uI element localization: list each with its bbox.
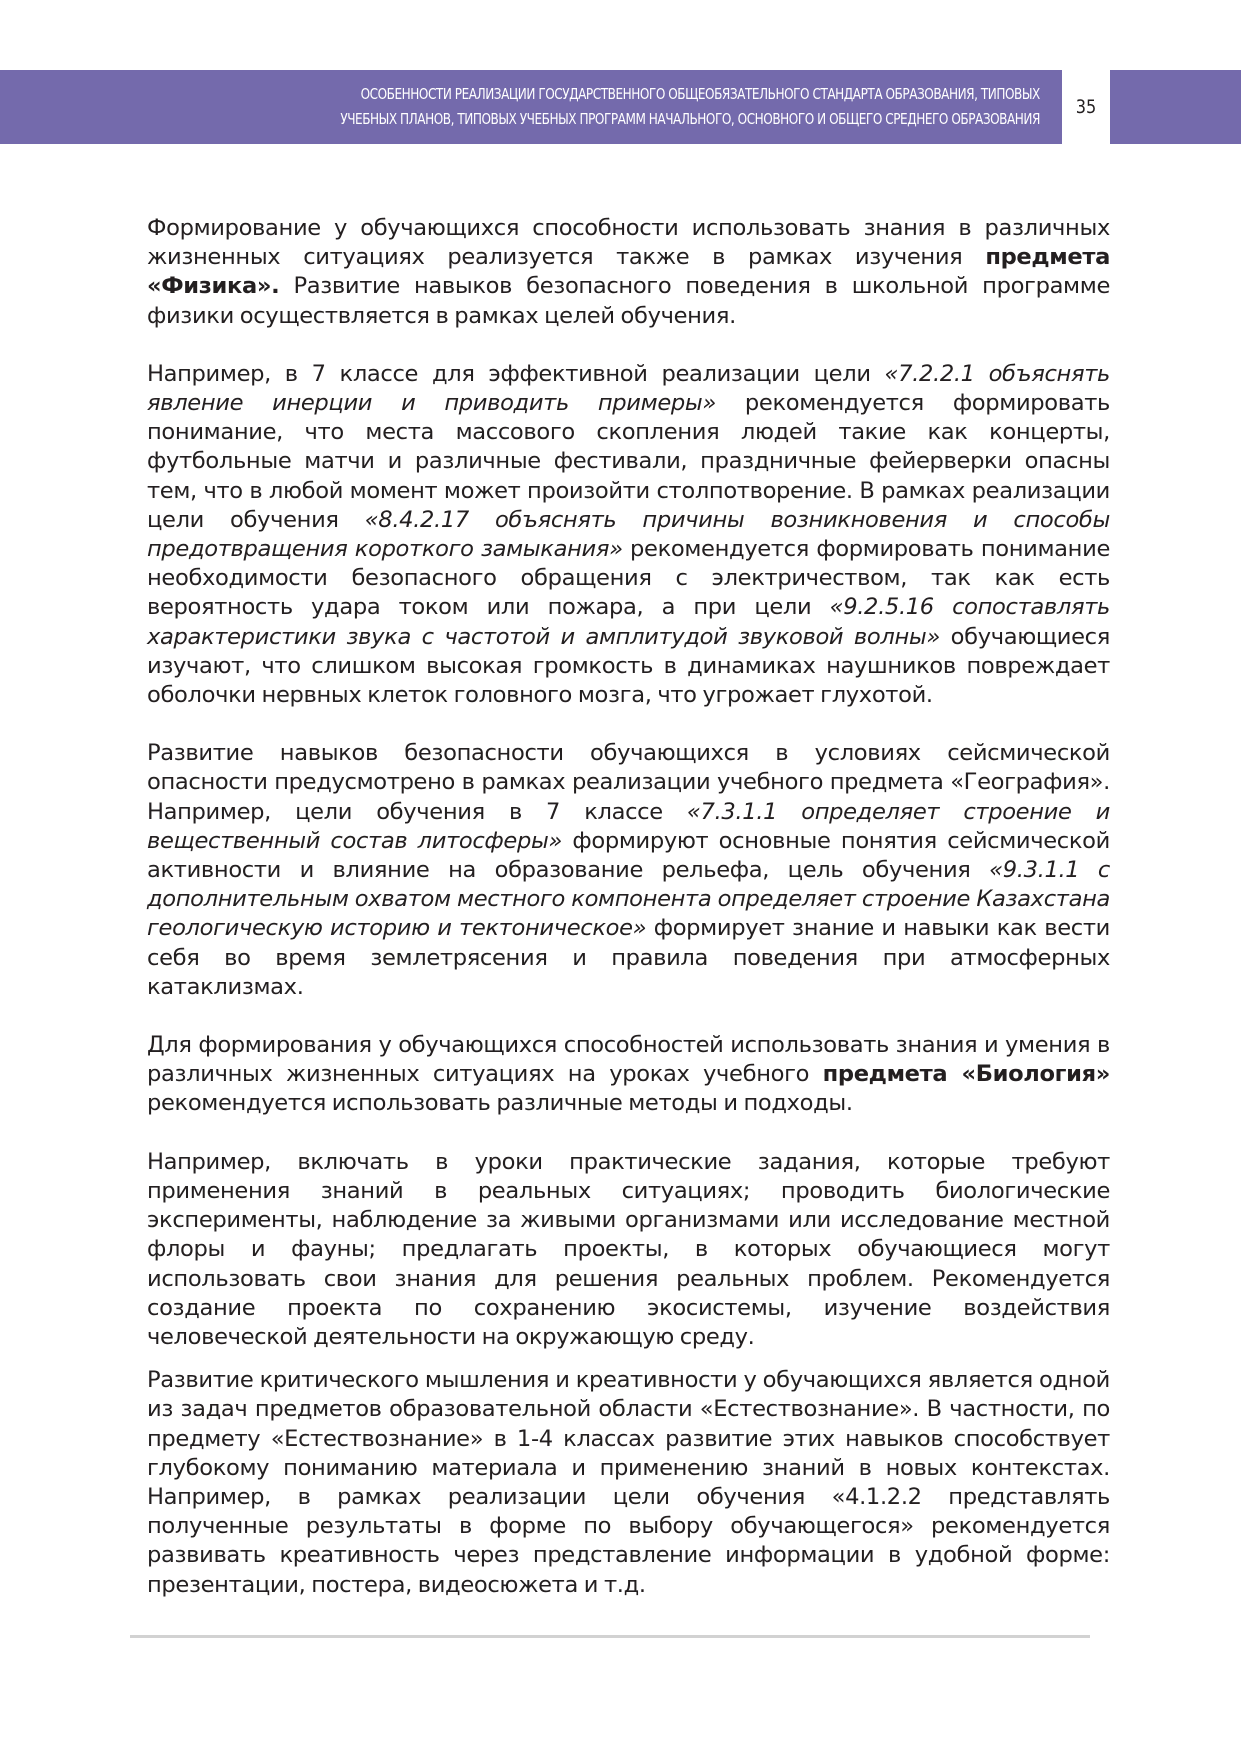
- text-segment: Развитие навыков безопасности обучающихся в условиях сейсмической опасности предусмотрено в рамках реализации учебного предмета «География». Например, цели обучения в 7 классе: [147, 740, 1110, 825]
- text-segment: Для формирования у обучающихся способностей использовать знания и умения в различных жизненных ситуациях на уроках учебного: [147, 1032, 1110, 1088]
- text-segment: Развитие навыков безопасного поведения в школьной программе физики осуществляется в рамках целей обучения.: [147, 273, 1110, 329]
- learning-objective: «9.2.5.16 сопоставлять характеристики звука с частотой и амплитудой звуковой волны»: [147, 594, 1110, 650]
- learning-objective: «7.3.1.1 определяет строение и вещественный состав литосферы»: [147, 798, 1110, 854]
- header-title-line-1: ОСОБЕННОСТИ РЕАЛИЗАЦИИ ГОСУДАРСТВЕННОГО ОБЩЕОБЯЗАТЕЛЬНОГО СТАНДАРТА ОБРАЗОВАНИЯ, ТИПОВЫХ: [360, 85, 1040, 103]
- running-header: [0, 70, 1062, 144]
- text-segment: Развитие критического мышления и креативности у обучающихся является одной из задач предметов образовательной области «Естествознание». В частности, по предмету «Естествознание» в 1-4 классах развитие этих навыков способствует глубокому пониманию материала и применению знаний в новых контекстах. Например, в рамках реализации цели обучения «4.1.2.2 представлять полученные результаты в форме по выбору обучающегося» рекомендуется развивать креативность через представление информации в удобной форме: презентации, постера, видеосюжета и т.д.: [147, 1367, 1110, 1598]
- text-segment: формируют основные понятия сейсмической активности и влияние на образование рельефа, цель обучения: [147, 827, 1110, 884]
- text-segment: обучающиеся изучают, что слишком высокая громкость в динамиках наушников повреждает оболочки нервных клеток головного мозга, что угрожает глухотой.: [147, 623, 1111, 709]
- paragraph-biology-examples: [147, 1148, 1110, 1352]
- paragraph-natural-science: [147, 1366, 1110, 1600]
- paragraph-physics-intro: [147, 214, 1110, 331]
- subject-name-biology: предмета «Биология»: [822, 1061, 1110, 1088]
- subject-name-physics: предмета «Физика».: [147, 244, 1110, 300]
- paragraph-physics-examples: [147, 360, 1110, 710]
- learning-objective: «7.2.2.1 объяснять явление инерции и приводить примеры»: [147, 360, 1110, 417]
- text-segment: рекомендуется формировать понимание необходимости безопасного обращения с электричеством, так как есть вероятность удара током или пожара, а при цели: [147, 536, 1110, 621]
- text-segment: рекомендуется формировать понимание, что места массового скопления людей такие как концерты, футбольные матчи и различные фестивали, праздничные фейерверки опасны тем, что в любой момент может произойти столпотворение. В рамках реализации цели обучения: [147, 390, 1110, 533]
- header-accent-tab: [1110, 70, 1241, 144]
- learning-objective: «8.4.2.17 объяснять причины возникновения и способы предотвращения короткого замыкания»: [147, 506, 1110, 563]
- learning-objective: «9.3.1.1 с дополнительным охватом местного компонента определяет строение Казахстана геологическую историю и тектоническое»: [147, 857, 1110, 942]
- text-segment: Например, в 7 классе для эффективной реализации цели: [147, 360, 885, 387]
- page-number: 35: [1075, 96, 1097, 118]
- header-title-line-2: УЧЕБНЫХ ПЛАНОВ, ТИПОВЫХ УЧЕБНЫХ ПРОГРАММ НАЧАЛЬНОГО, ОСНОВНОГО И ОБЩЕГО СРЕДНЕГО ОБРАЗОВАНИЯ: [340, 110, 1040, 128]
- text-segment: Формирование у обучающихся способности использовать знания в различных жизненных ситуациях реализуется также в рамках изучения: [147, 215, 1110, 271]
- text-segment: Например, включать в уроки практические задания, которые требуют применения знаний в реальных ситуациях; проводить биологические эксперименты, наблюдение за живыми организмами или исследование местной флоры и фауны; предлагать проекты, в которых обучающиеся могут использовать свои знания для решения реальных проблем. Рекомендуется создание проекта по сохранению экосистемы, изучение воздействия человеческой деятельности на окружающую среду.: [147, 1148, 1110, 1350]
- paragraph-geography: [147, 739, 1110, 1002]
- footer-divider: [130, 1635, 1090, 1638]
- paragraph-biology-intro: [147, 1031, 1110, 1119]
- text-segment: формирует знание и навыки как вести себя во время землетрясения и правила поведения при атмосферных катаклизмах.: [147, 915, 1111, 1000]
- text-segment: рекомендуется использовать различные методы и подходы.: [147, 1090, 853, 1117]
- body-text: [147, 214, 1110, 1629]
